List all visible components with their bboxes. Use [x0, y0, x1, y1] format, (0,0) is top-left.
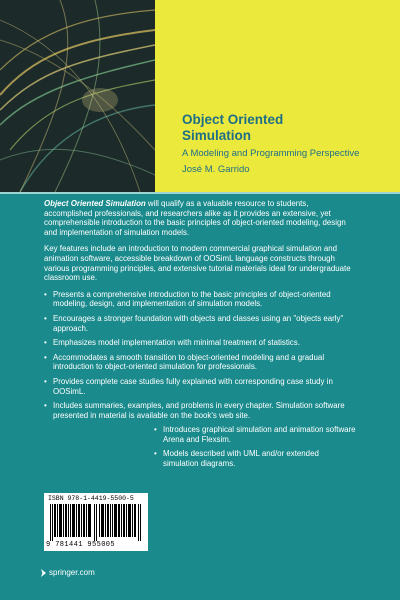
feature-list — [44, 290, 356, 469]
barcode-bars — [50, 504, 142, 541]
book-subtitle: A Modeling and Programming Perspective — [182, 148, 360, 159]
bullet-icon: • — [44, 401, 47, 411]
list-item — [154, 449, 356, 468]
cover-header — [0, 0, 400, 192]
intro-paragraph — [44, 199, 356, 237]
publisher-logo[interactable] — [40, 568, 95, 577]
book-description — [44, 199, 356, 474]
bullet-icon: • — [154, 425, 157, 435]
list-item-text: Accommodates a smooth transition to object-oriented modeling and a gradual introduction to object-oriented simulation for professionals. — [53, 352, 325, 372]
list-item — [44, 290, 356, 309]
isbn-number: ISBN 978-1-4419-5500-5 — [48, 495, 134, 502]
list-item — [44, 314, 356, 333]
intro-text: will qualify as a valuable resource to students, accomplished professionals, and researchers alike as it provides an extensive, yet comprehensible introduction to the basic principles of object-oriented modeling, design and implementation of simulation models. — [44, 199, 346, 237]
list-item — [154, 425, 356, 444]
book-author: José M. Garrido — [182, 164, 250, 175]
bullet-icon: • — [44, 289, 47, 299]
bullet-icon: • — [44, 376, 47, 386]
book-title-line-1: Object Oriented — [182, 112, 284, 127]
springer-arrow-icon — [40, 569, 47, 577]
bullet-icon: • — [44, 352, 47, 362]
intro-emphasis: Object Oriented Simulation — [44, 199, 146, 208]
book-title — [182, 112, 392, 144]
abstract-swirl-artwork — [0, 0, 155, 192]
ean-number: 9 781441 955005 — [46, 541, 116, 549]
list-item-text: Emphasizes model implementation with minimal treatment of statistics. — [53, 338, 300, 348]
list-item-text: Includes summaries, examples, and problems in every chapter. Simulation software presented in material is available on the book's web site. — [53, 401, 345, 420]
publisher-website: springer.com — [49, 568, 95, 577]
isbn-barcode — [44, 493, 148, 551]
list-item — [44, 353, 356, 372]
bullet-icon: • — [154, 449, 157, 459]
list-item-text: Introduces graphical simulation and animation software Arena and Flexsim. — [163, 425, 356, 444]
list-item — [44, 401, 356, 420]
list-item — [44, 338, 356, 348]
list-item-text: Provides complete case studies fully explained with corresponding case study in OOSimL. — [53, 376, 333, 396]
title-panel — [155, 0, 400, 192]
bullet-icon: • — [44, 338, 47, 348]
list-item-text: Presents a comprehensive introduction to the basic principles of object-oriented modeling, design, and implementation of simulation models. — [53, 289, 331, 309]
list-item-text: Encourages a stronger foundation with objects and classes using an "objects early" approach. — [53, 313, 344, 333]
book-title-line-2: Simulation — [182, 128, 252, 143]
bullet-icon: • — [44, 313, 47, 323]
divider-stripe — [0, 192, 400, 194]
list-item-text: Models described with UML and/or extended simulation diagrams. — [163, 449, 319, 469]
key-features-paragraph: Key features include an introduction to modern commercial graphical simulation and animation software, accessible breakdown of OOSimL language constructs through various programming principles, and extensive tutorial materials ideal for undergraduate classroom use. — [44, 244, 351, 283]
list-item — [44, 377, 356, 396]
